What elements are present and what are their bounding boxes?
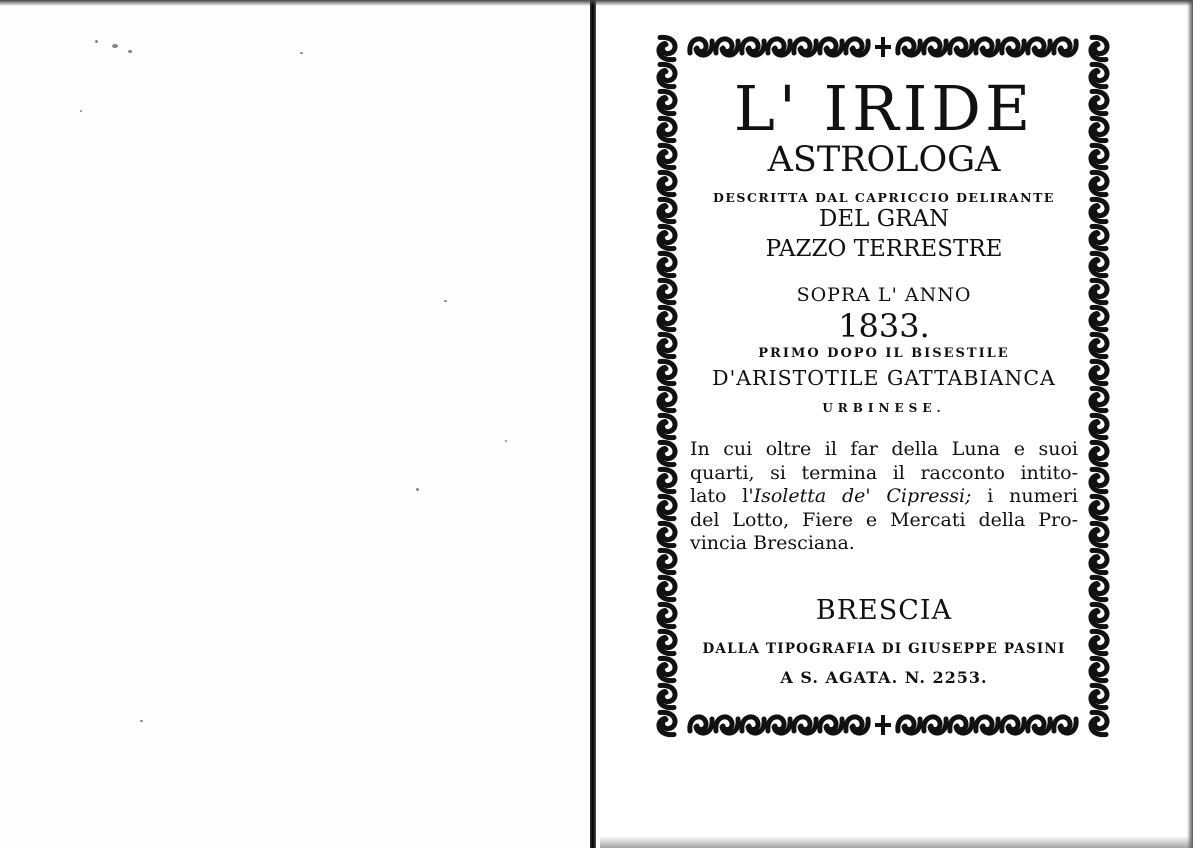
chain-link-ornament (1091, 172, 1107, 194)
page-right-edge (1187, 0, 1193, 848)
chain-link-ornament (659, 226, 675, 248)
chain-link-ornament (659, 388, 675, 410)
chain-link-ornament (1091, 712, 1107, 734)
paper-speck (140, 720, 143, 722)
chain-link-ornament (1091, 685, 1107, 707)
chain-link-ornament (659, 685, 675, 707)
contents-paragraph (690, 438, 1078, 556)
chain-link-ornament (1091, 334, 1107, 356)
chain-link-ornament (1091, 631, 1107, 653)
title-line-pazzo: PAZZO TERRESTRE (765, 236, 1003, 262)
chain-link-ornament (659, 361, 675, 383)
body-line (690, 485, 1078, 509)
chain-link-ornament (1028, 717, 1050, 733)
chain-link-ornament (820, 39, 842, 55)
imprint-address: A S. AGATA. N. 2253. (780, 668, 988, 687)
chain-link-ornament (1028, 39, 1050, 55)
chain-link-ornament (846, 39, 868, 55)
italic-title: Isoletta de' Cipressi; (753, 485, 972, 507)
paper-speck (416, 488, 419, 491)
chain-link-ornament (846, 717, 868, 733)
chain-link-ornament (659, 199, 675, 221)
paper-speck (80, 110, 82, 112)
book-subtitle: ASTROLOGA (767, 140, 1001, 180)
chain-link-ornament (659, 172, 675, 194)
body-line: In cui oltre il far della Luna e suoi (690, 438, 1078, 460)
chain-link-ornament (1091, 307, 1107, 329)
chain-link-ornament (1091, 469, 1107, 491)
body-line: quarti, si termina il racconto intito- (690, 461, 1078, 484)
chain-link-ornament (898, 39, 920, 55)
paper-speck (95, 40, 98, 43)
chain-link-ornament (976, 717, 998, 733)
chain-link-ornament (659, 631, 675, 653)
title-line-sopra: SOPRA L' ANNO (796, 284, 972, 306)
chain-link-ornament (1091, 658, 1107, 680)
cross-fleuron-ornament (875, 715, 891, 735)
page-bottom-edge (600, 836, 1193, 848)
chain-link-ornament (690, 717, 712, 733)
chain-link-ornament (1054, 39, 1076, 55)
paper-speck (505, 440, 507, 442)
chain-link-ornament (659, 496, 675, 518)
chain-link-ornament (924, 717, 946, 733)
chain-link-ornament (1091, 91, 1107, 113)
chain-link-ornament (716, 39, 738, 55)
chain-link-ornament (659, 280, 675, 302)
chain-link-ornament (659, 64, 675, 86)
imprint-printer: DALLA TIPOGRAFIA DI GIUSEPPE PASINI (702, 641, 1066, 657)
chain-link-ornament (659, 550, 675, 572)
chain-link-ornament (716, 717, 738, 733)
body-line: del Lotto, Fiere e Mercati della Pro- (690, 508, 1078, 531)
imprint-city: BRESCIA (815, 595, 953, 626)
title-line-del-gran: DEL GRAN (818, 206, 950, 232)
chain-link-ornament (1091, 226, 1107, 248)
chain-link-ornament (659, 253, 675, 275)
chain-link-ornament (659, 712, 675, 734)
chain-link-ornament (1054, 717, 1076, 733)
title-line-primo: PRIMO DOPO IL BISESTILE (758, 346, 1010, 361)
chain-link-ornament (742, 39, 764, 55)
paper-speck (128, 50, 132, 53)
chain-link-ornament (950, 717, 972, 733)
body-text: i numeri (971, 485, 1078, 507)
chain-link-ornament (950, 39, 972, 55)
chain-link-ornament (820, 717, 842, 733)
chain-link-ornament (898, 717, 920, 733)
chain-link-ornament (1091, 199, 1107, 221)
chain-link-ornament (742, 717, 764, 733)
chain-link-ornament (659, 658, 675, 680)
paper-speck (444, 300, 447, 302)
chain-link-ornament (659, 577, 675, 599)
chain-link-ornament (659, 442, 675, 464)
chain-link-ornament (659, 145, 675, 167)
chain-link-ornament (659, 334, 675, 356)
chain-link-ornament (659, 118, 675, 140)
chain-link-ornament (924, 39, 946, 55)
chain-link-ornament (768, 717, 790, 733)
chain-link-ornament (1091, 118, 1107, 140)
chain-link-ornament (659, 307, 675, 329)
author-origin: URBINESE. (822, 401, 946, 415)
body-text: lato l' (690, 485, 754, 507)
book-title: L' IRIDE (733, 72, 1035, 145)
title-page-text (688, 72, 1080, 702)
paper-speck (112, 44, 118, 48)
chain-link-ornament (659, 91, 675, 113)
chain-link-ornament (1091, 145, 1107, 167)
chain-link-ornament (1091, 64, 1107, 86)
chain-link-ornament (768, 39, 790, 55)
chain-link-ornament (1091, 577, 1107, 599)
chain-link-ornament (690, 39, 712, 55)
publication-year: 1833. (838, 307, 930, 345)
chain-link-ornament (1091, 388, 1107, 410)
chain-link-ornament (1091, 361, 1107, 383)
page-top-edge (0, 0, 1193, 6)
paper-speck (300, 52, 303, 54)
chain-link-ornament (659, 523, 675, 545)
chain-link-ornament (1091, 523, 1107, 545)
chain-link-ornament (659, 469, 675, 491)
chain-link-ornament (794, 717, 816, 733)
chain-link-ornament (659, 37, 675, 59)
chain-link-ornament (1091, 280, 1107, 302)
chain-link-ornament (1002, 39, 1024, 55)
chain-link-ornament (1091, 604, 1107, 626)
chain-link-ornament (1091, 415, 1107, 437)
chain-link-ornament (1091, 496, 1107, 518)
cross-fleuron-ornament (875, 37, 891, 57)
chain-link-ornament (659, 415, 675, 437)
chain-link-ornament (659, 604, 675, 626)
author-name: D'ARISTOTILE GATTABIANCA (712, 366, 1056, 390)
chain-link-ornament (1091, 253, 1107, 275)
chain-link-ornament (1091, 37, 1107, 59)
body-line: vincia Bresciana. (690, 532, 855, 554)
description-line: DESCRITTA DAL CAPRICCIO DELIRANTE (713, 190, 1055, 205)
chain-link-ornament (794, 39, 816, 55)
left-blank-page (0, 0, 592, 848)
chain-link-ornament (1091, 442, 1107, 464)
chain-link-ornament (1002, 717, 1024, 733)
chain-link-ornament (1091, 550, 1107, 572)
chain-link-ornament (976, 39, 998, 55)
